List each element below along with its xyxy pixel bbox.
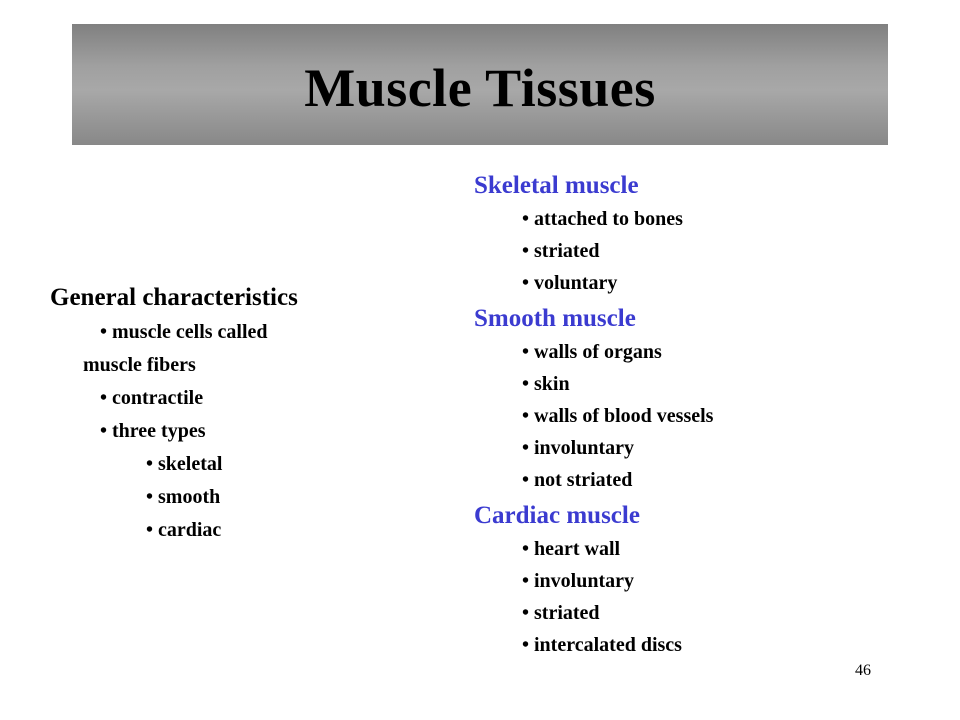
general-characteristics-section	[50, 283, 430, 547]
list-item: • heart wall	[522, 538, 621, 560]
list-item: • striated	[522, 240, 600, 262]
list-item: • contractile	[100, 387, 204, 409]
cardiac-muscle-section	[474, 501, 894, 661]
list-item: • attached to bones	[522, 208, 683, 230]
list-item: • three types	[100, 420, 206, 442]
list-item: • not striated	[522, 469, 633, 491]
list-item: • walls of organs	[522, 341, 662, 363]
page-number: 46	[855, 662, 871, 679]
list-item: • muscle cells called	[100, 321, 268, 343]
list-item: • involuntary	[522, 437, 635, 459]
skeletal-muscle-heading: Skeletal muscle	[474, 172, 639, 199]
smooth-muscle-section	[474, 304, 894, 496]
skeletal-muscle-section	[474, 171, 894, 299]
cardiac-muscle-heading: Cardiac muscle	[474, 502, 640, 529]
title-bar	[72, 24, 888, 145]
muscle-types-column	[474, 171, 894, 666]
list-item: • involuntary	[522, 570, 635, 592]
list-item: • smooth	[146, 486, 221, 508]
smooth-muscle-heading: Smooth muscle	[474, 305, 636, 332]
general-characteristics-heading: General characteristics	[50, 284, 298, 311]
list-item: • intercalated discs	[522, 634, 682, 656]
list-item: • striated	[522, 602, 600, 624]
list-item: • skeletal	[146, 453, 223, 475]
list-item: • cardiac	[146, 519, 222, 541]
list-item: • skin	[522, 373, 570, 395]
list-item: • voluntary	[522, 272, 618, 294]
slide-title: Muscle Tissues	[304, 57, 656, 118]
list-item: • walls of blood vessels	[522, 405, 714, 427]
list-item: muscle fibers	[83, 354, 196, 376]
